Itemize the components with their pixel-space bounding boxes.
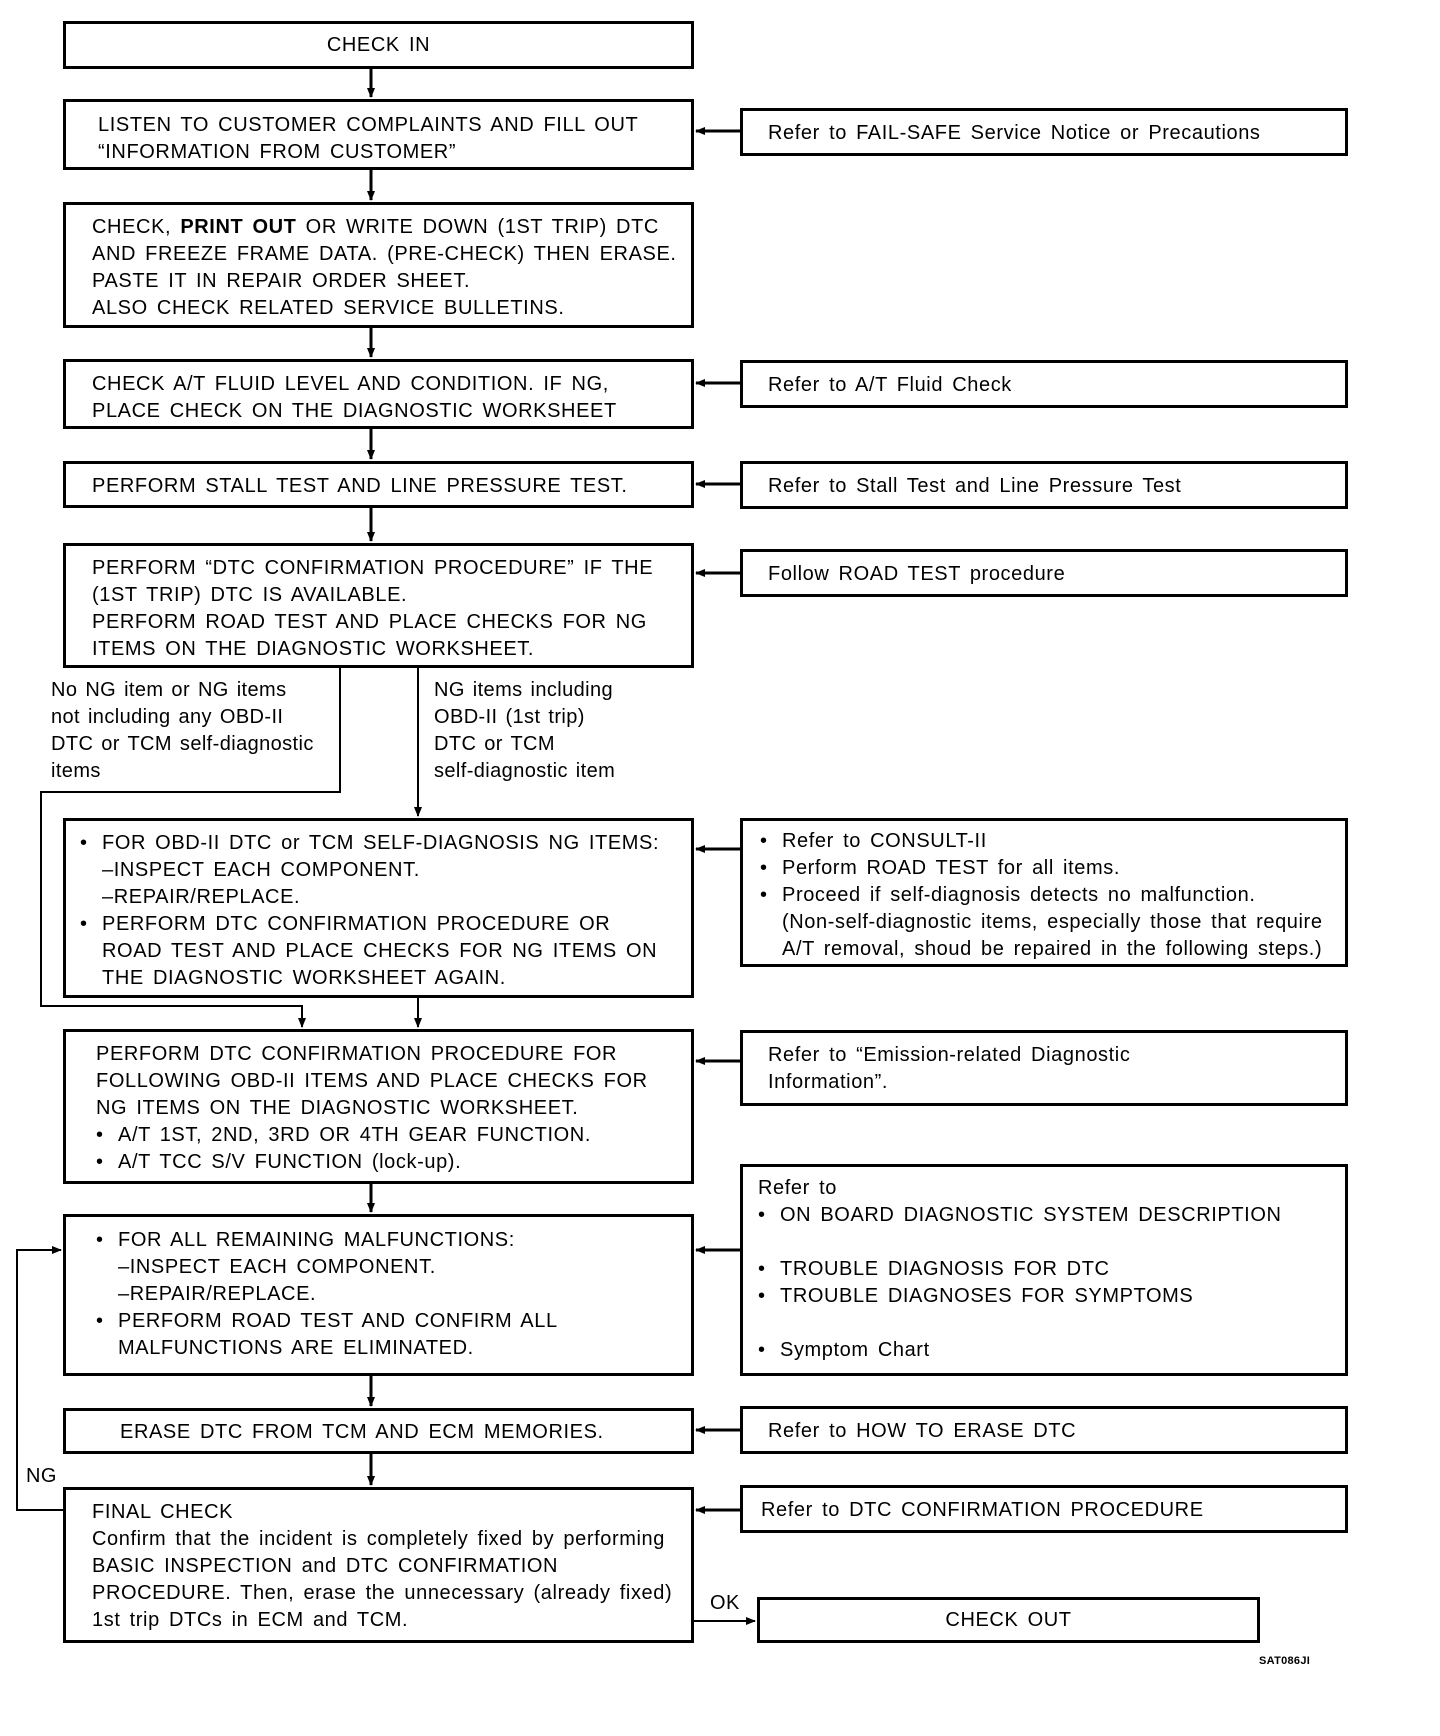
bullet-text: PERFORM DTC CONFIRMATION PROCEDURE OR [102,913,611,935]
ref-text: Follow ROAD TEST procedure [768,563,1066,585]
step-text-bold: PRINT OUT [180,216,297,238]
figure-code: SAT086JI [1259,1655,1311,1667]
bullet-text: FOR ALL REMAINING MALFUNCTIONS: [118,1229,515,1251]
step-text: (1ST TRIP) DTC IS AVAILABLE. [92,584,408,606]
ref-text: Refer to Stall Test and Line Pressure Test [768,475,1182,497]
ref-emission-info [740,1030,1348,1106]
bullet-item [96,1149,691,1176]
step-obd-ng-items [63,818,694,998]
step-remaining-malfunctions [63,1214,694,1376]
ref-continuation-text: A/T removal, shoud be repaired in the following steps.) [782,938,1323,960]
ok-label: OK [710,1592,740,1614]
step-check-in [63,21,694,69]
bullet-text: Refer to CONSULT-II [782,830,987,852]
sub-item-text: THE DIAGNOSTIC WORKSHEET AGAIN. [102,967,506,989]
ref-text: Refer to DTC CONFIRMATION PROCEDURE [761,1499,1204,1521]
step-text: CHECK A/T FLUID LEVEL AND CONDITION. IF NG, [92,373,609,395]
bullet-item [758,1202,1345,1229]
ref-failsafe [740,108,1348,156]
step-final-check [63,1487,694,1643]
spacer [758,1310,1345,1337]
bullet-icon: • [80,913,88,935]
ref-road-test [740,549,1348,597]
bullet-item [96,1308,691,1335]
step-text: ERASE DTC FROM TCM AND ECM MEMORIES. [120,1421,604,1443]
bullet-item [80,911,691,938]
bullet-icon: • [758,1258,766,1280]
branch-label-line: No NG item or NG items [51,679,287,701]
step-text: FOLLOWING OBD-II ITEMS AND PLACE CHECKS FOR [96,1070,648,1092]
step-text: 1st trip DTCs in ECM and TCM. [92,1609,409,1631]
ng-loop-label: NG [26,1465,57,1487]
bullet-icon: • [760,884,768,906]
branch-label-line: DTC or TCM [434,733,555,755]
step-text: PERFORM “DTC CONFIRMATION PROCEDURE” IF THE [92,557,654,579]
sub-item-text: ROAD TEST AND PLACE CHECKS FOR NG ITEMS ON [102,940,658,962]
bullet-text: TROUBLE DIAGNOSIS FOR DTC [780,1258,1110,1280]
step-text: PERFORM ROAD TEST AND PLACE CHECKS FOR NG [92,611,647,633]
step-text: ITEMS ON THE DIAGNOSTIC WORKSHEET. [92,638,535,660]
step-text [92,214,691,241]
bullet-text: PERFORM ROAD TEST AND CONFIRM ALL [118,1310,558,1332]
step-text: Confirm that the incident is completely fixed by performing [92,1528,665,1550]
ref-heading: Refer to [758,1177,837,1199]
bullet-text: Perform ROAD TEST for all items. [782,857,1120,879]
bullet-item [760,828,1345,855]
bullet-item [760,855,1345,882]
step-text: AND FREEZE FRAME DATA. (PRE-CHECK) THEN ERASE. [92,243,677,265]
branch-label-line: self-diagnostic item [434,760,616,782]
bullet-icon: • [96,1124,104,1146]
step-text: LISTEN TO CUSTOMER COMPLAINTS AND FILL OUT [98,114,639,136]
ref-consult [740,818,1348,967]
ref-erase-dtc [740,1406,1348,1454]
step-erase-dtc [63,1408,694,1454]
ref-text: Refer to HOW TO ERASE DTC [768,1420,1077,1442]
bullet-icon: • [758,1204,766,1226]
bullet-icon: • [96,1151,104,1173]
step-stall-test [63,461,694,508]
bullet-icon: • [96,1310,104,1332]
bullet-text: ON BOARD DIAGNOSTIC SYSTEM DESCRIPTION [780,1204,1282,1226]
bullet-icon: • [80,832,88,854]
step-text: PERFORM DTC CONFIRMATION PROCEDURE FOR [96,1043,618,1065]
step-text: CHECK IN [326,33,431,56]
branch-label-ng-items [434,677,615,785]
bullet-text: FOR OBD-II DTC or TCM SELF-DIAGNOSIS NG ITEMS: [102,832,660,854]
ref-continuation-text: (Non-self-diagnostic items, especially those that require [782,911,1323,933]
step-text: PLACE CHECK ON THE DIAGNOSTIC WORKSHEET [92,400,617,422]
bullet-text: A/T 1ST, 2ND, 3RD OR 4TH GEAR FUNCTION. [118,1124,591,1146]
step-text: “INFORMATION FROM CUSTOMER” [98,141,457,163]
bullet-item [80,830,691,857]
ref-onboard-diagnostic [740,1164,1348,1376]
step-listen-customer [63,99,694,170]
branch-label-no-ng [51,677,314,785]
step-text: PASTE IT IN REPAIR ORDER SHEET. [92,270,471,292]
bullet-item [96,1227,691,1254]
step-dtc-confirmation [63,543,694,668]
step-check-fluid [63,359,694,429]
step-text-suffix: OR WRITE DOWN (1ST TRIP) DTC [296,216,659,238]
ref-dtc-procedure [740,1485,1348,1533]
ref-text: Refer to “Emission-related Diagnostic [768,1044,1131,1066]
step-text: PERFORM STALL TEST AND LINE PRESSURE TEST. [92,475,628,497]
bullet-icon: • [96,1229,104,1251]
sub-item-text: –INSPECT EACH COMPONENT. [102,859,420,881]
sub-item-text: –INSPECT EACH COMPONENT. [118,1256,436,1278]
bullet-icon: • [760,830,768,852]
step-text: BASIC INSPECTION and DTC CONFIRMATION [92,1555,559,1577]
bullet-item [758,1283,1345,1310]
bullet-item [758,1256,1345,1283]
bullet-text: TROUBLE DIAGNOSES FOR SYMPTOMS [780,1285,1194,1307]
step-text: CHECK OUT [945,1608,1072,1631]
branch-label-line: NG items including [434,679,614,701]
ref-text: Refer to A/T Fluid Check [768,374,1012,396]
step-text: ALSO CHECK RELATED SERVICE BULLETINS. [92,297,565,319]
ref-text: Refer to FAIL-SAFE Service Notice or Precautions [768,122,1261,144]
bullet-icon: • [758,1339,766,1361]
branch-label-line: OBD-II (1st trip) [434,706,585,728]
ref-fluid-check [740,360,1348,408]
branch-label-line: items [51,760,101,782]
ref-text: Information”. [768,1071,889,1093]
step-text: FINAL CHECK [92,1501,234,1523]
bullet-text: Symptom Chart [780,1339,930,1361]
step-text: NG ITEMS ON THE DIAGNOSTIC WORKSHEET. [96,1097,579,1119]
step-text: PROCEDURE. Then, erase the unnecessary (already fixed) [92,1582,673,1604]
step-check-out [757,1597,1260,1643]
bullet-icon: • [760,857,768,879]
spacer [758,1229,1345,1256]
sub-item-text: MALFUNCTIONS ARE ELIMINATED. [118,1337,474,1359]
sub-item-text: –REPAIR/REPLACE. [102,886,301,908]
bullet-item [760,882,1345,909]
step-text-prefix: CHECK, [92,216,181,238]
bullet-icon: • [758,1285,766,1307]
bullet-text: Proceed if self-diagnosis detects no malfunction. [782,884,1256,906]
ref-stall-test [740,461,1348,509]
bullet-item [758,1337,1345,1364]
step-obd-items-confirmation [63,1029,694,1184]
bullet-item [96,1122,691,1149]
branch-label-line: DTC or TCM self-diagnostic [51,733,314,755]
branch-label-line: not including any OBD-II [51,706,284,728]
bullet-text: A/T TCC S/V FUNCTION (lock-up). [118,1151,462,1173]
step-check-print-dtc [63,202,694,328]
sub-item-text: –REPAIR/REPLACE. [118,1283,317,1305]
